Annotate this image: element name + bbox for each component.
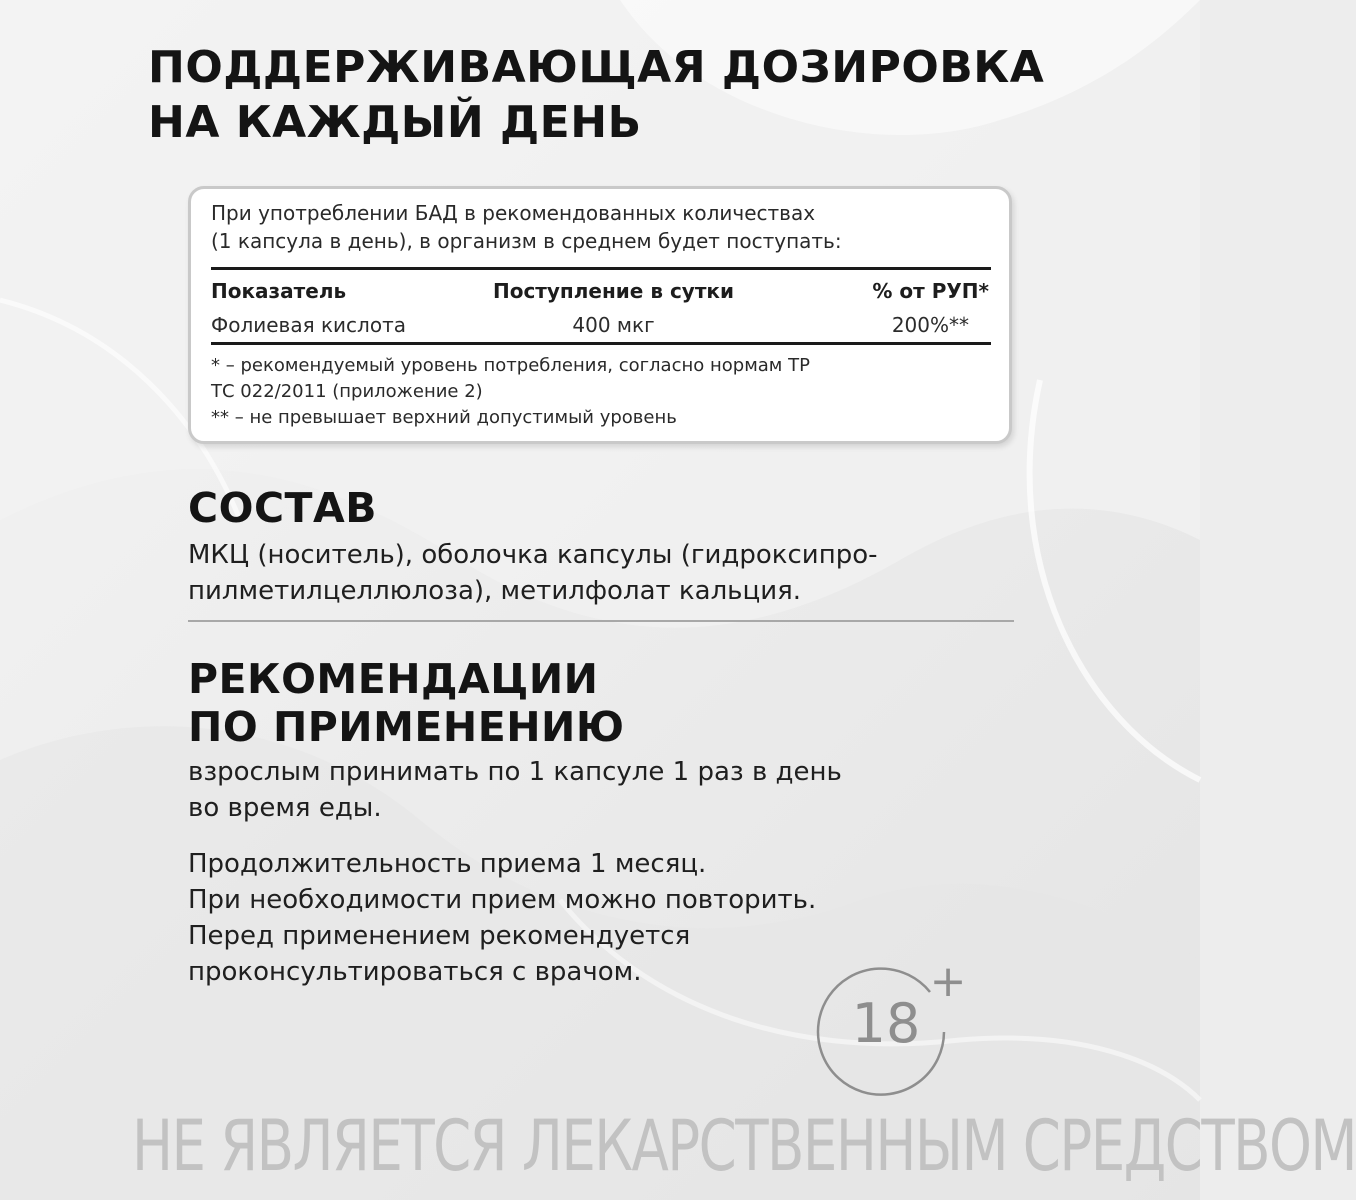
page-title-line-2: НА КАЖДЫЙ ДЕНЬ <box>148 97 642 148</box>
usage-text-line-1: взрослым принимать по 1 капсуле 1 раз в день <box>188 757 842 787</box>
footnote-1-line-2: ТС 022/2011 (приложение 2) <box>211 381 483 402</box>
age-restriction-badge <box>820 952 970 1082</box>
recommendations-heading-line-2: ПО ПРИМЕНЕНИЮ <box>188 703 625 751</box>
duration-text-line-4: проконсультироваться с врачом. <box>188 957 642 987</box>
card-intro <box>211 199 991 255</box>
table-header-indicator: Показатель <box>211 279 347 303</box>
table-header-percent-rup: % от РУП* <box>872 279 989 303</box>
card-footnotes <box>211 353 991 431</box>
usage-text <box>188 754 1088 826</box>
duration-text-line-3: Перед применением рекомендуется <box>188 921 691 951</box>
table-top-rule <box>211 267 991 270</box>
not-medicine-disclaimer: НЕ ЯВЛЯЕТСЯ ЛЕКАРСТВЕННЫМ СРЕДСТВОМ <box>132 1105 1356 1187</box>
recommendations-heading-line-1: РЕКОМЕНДАЦИИ <box>188 655 599 703</box>
recommendations-heading <box>188 655 625 751</box>
table-cell-percent-rup: 200%** <box>891 313 969 337</box>
footnote-1-line-1: * – рекомендуемый уровень потребления, согласно нормам ТР <box>211 355 810 376</box>
page-title <box>148 40 1148 150</box>
card-intro-line-1: При употреблении БАД в рекомендованных количествах <box>211 201 816 225</box>
table-bottom-rule <box>211 342 991 345</box>
table-cell-indicator: Фолиевая кислота <box>211 313 406 337</box>
duration-text-line-2: При необходимости прием можно повторить. <box>188 885 817 915</box>
section-divider <box>188 620 1014 622</box>
composition-text-line-2: пилметилцеллюлоза), метилфолат кальция. <box>188 576 802 606</box>
footnote-2: ** – не превышает верхний допустимый уровень <box>211 407 677 428</box>
composition-text <box>188 537 1088 609</box>
duration-text-line-1: Продолжительность приема 1 месяц. <box>188 849 707 879</box>
page-title-line-1: ПОДДЕРЖИВАЮЩАЯ ДОЗИРОВКА <box>148 42 1045 93</box>
age-number: 18 <box>851 992 921 1055</box>
usage-text-line-2: во время еды. <box>188 793 382 823</box>
composition-heading: СОСТАВ <box>188 484 377 532</box>
table-header-daily-intake: Поступление в сутки <box>492 279 735 303</box>
card-intro-line-2: (1 капсула в день), в организм в среднем будет поступать: <box>211 229 842 253</box>
age-plus-sign: + <box>929 956 967 1007</box>
composition-text-line-1: МКЦ (носитель), оболочка капсулы (гидроксипро- <box>188 540 878 570</box>
dosage-info-card <box>188 186 1012 444</box>
table-cell-daily-intake: 400 мкг <box>572 313 655 337</box>
